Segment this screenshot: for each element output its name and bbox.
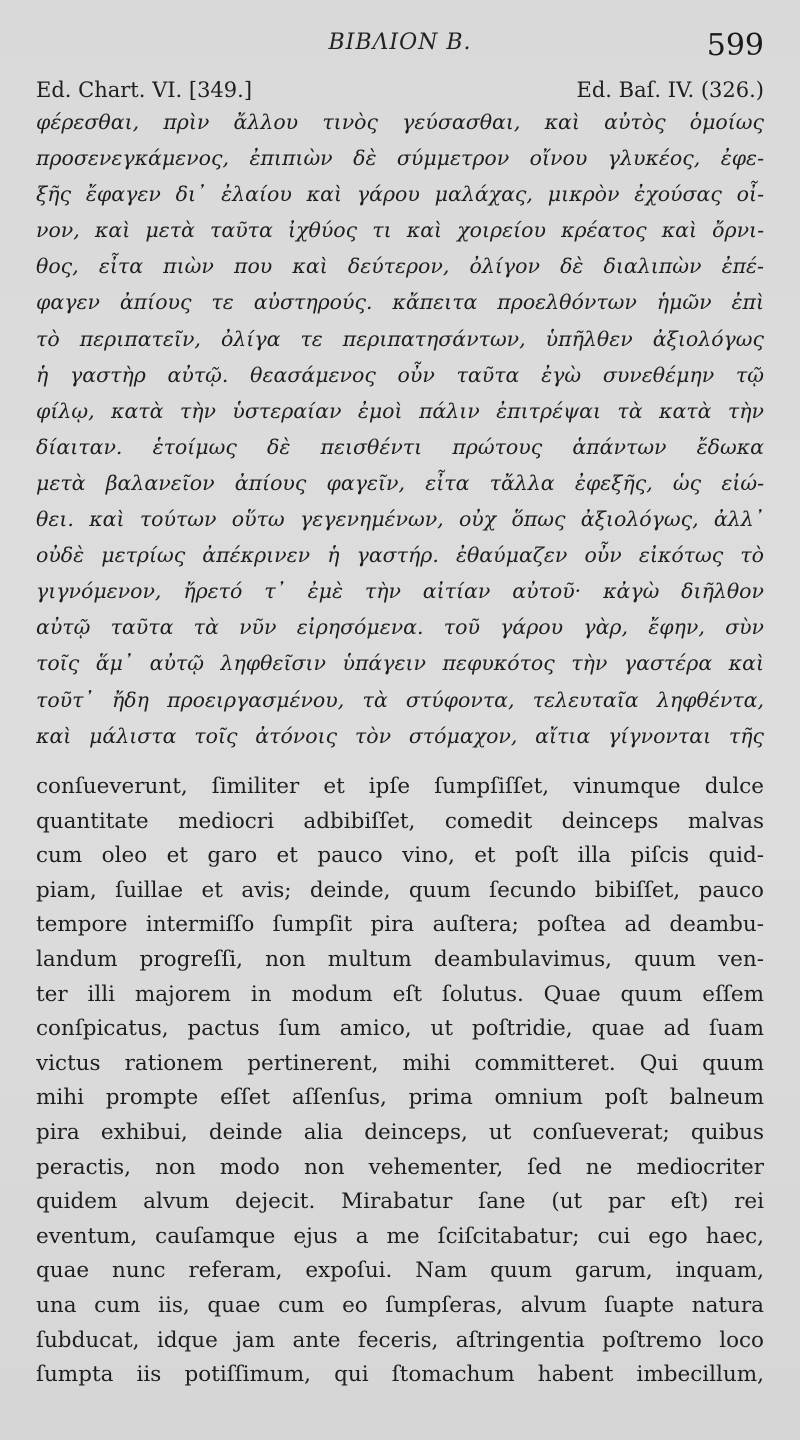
greek-line: φίλῳ, κατὰ τὴν ὑστεραίαν ἐμοὶ πάλιν ἐπιτρέψαι τὰ κατὰ τὴν — [36, 398, 764, 423]
greek-line: γιγνόμενον, ἤρετό τ᾽ ἐμὲ τὴν αἰτίαν αὐτοῦ· κἀγὼ διῆλθον — [36, 579, 764, 604]
edition-reference-left: Ed. Chart. VI. [349.] — [36, 78, 253, 102]
latin-line: piam, ſuillae et avis; deinde, quum ſecundo bibiſſet, pauco — [36, 877, 764, 903]
latin-line: quae nunc referam, expoſui. Nam quum garum, inquam, — [36, 1258, 764, 1284]
page-number: 599 — [706, 28, 764, 63]
latin-line: mihi prompte eſſet aſſenſus, prima omnium poſt balneum — [36, 1085, 764, 1111]
latin-line: victus rationem pertinerent, mihi committeret. Qui quum — [36, 1050, 764, 1076]
latin-line: cum oleo et garo et pauco vino, et poſt illa piſcis quid- — [36, 843, 764, 869]
latin-line: eventum, cauſamque ejus a me ſciſcitabatur; cui ego haec, — [36, 1223, 764, 1249]
latin-line: tempore intermiſſo ſumpſit pira auſtera; poſtea ad deambu- — [36, 912, 764, 938]
greek-line: θος, εἶτα πιὼν που καὶ δεύτερον, ὀλίγον δὲ διαλιπὼν ἐπέ- — [36, 254, 764, 279]
latin-line: landum progreſſi, non multum deambulavimus, quum ven- — [36, 946, 764, 972]
greek-text-block — [36, 104, 764, 754]
greek-line: ἡ γαστὴρ αὐτῷ. θεασάμενος οὖν ταῦτα ἐγὼ συνεθέμην τῷ — [36, 362, 764, 387]
greek-line: τοῖς ἅμ᾽ αὐτῷ ληφθεῖσιν ὑπάγειν πεφυκότος τὴν γαστέρα καὶ — [36, 651, 764, 676]
latin-line: quidem alvum dejecit. Mirabatur ſane (ut par eſt) rei — [36, 1189, 764, 1215]
latin-line: quantitate mediocri adbibiſſet, comedit deinceps malvas — [36, 808, 764, 834]
edition-reference-line — [36, 78, 764, 106]
latin-line: conſpicatus, pactus ſum amico, ut poſtridie, quae ad ſuam — [36, 1016, 764, 1042]
edition-reference-right: Ed. Baſ. IV. (326.) — [576, 78, 764, 102]
latin-line: ſumpta iis potiſſimum, qui ſtomachum habent imbecillum, — [36, 1362, 764, 1388]
greek-line: ξῆς ἔφαγεν δι᾽ ἐλαίου καὶ γάρου μαλάχας, μικρὸν ἐχούσας οἶ- — [36, 182, 764, 207]
latin-text-block — [36, 770, 764, 1393]
greek-line: φαγεν ἀπίους τε αὐστηρούς. κἄπειτα προελθόντων ἡμῶν ἐπὶ — [36, 290, 764, 315]
greek-line: τοῦτ᾽ ἤδη προειργασμένου, τὰ στύφοντα, τελευταῖα ληφθέντα, — [36, 687, 764, 712]
latin-line: pira exhibui, deinde alia deinceps, ut conſueverat; quibus — [36, 1119, 764, 1145]
latin-line: una cum iis, quae cum eo ſumpſeras, alvum ſuapte natura — [36, 1292, 764, 1318]
greek-line: καὶ μάλιστα τοῖς ἀτόνοις τὸν στόμαχον, αἴτια γίγνονται τῆς — [36, 723, 764, 748]
greek-line: δίαιταν. ἑτοίμως δὲ πεισθέντι πρώτους ἁπάντων ἔδωκα — [36, 434, 764, 459]
latin-line: peractis, non modo non vehementer, ſed ne mediocriter — [36, 1154, 764, 1180]
greek-line: νον, καὶ μετὰ ταῦτα ἰχθύος τι καὶ χοιρείου κρέατος καὶ ὄρνι- — [36, 218, 764, 243]
greek-line: θει. καὶ τούτων οὕτω γεγενημένων, οὐχ ὅπως ἀξιολόγως, ἀλλ᾽ — [36, 507, 764, 532]
latin-line: conſueverunt, ſimiliter et ipſe ſumpſiſſet, vinumque dulce — [36, 774, 764, 799]
latin-line: ter illi majorem in modum eſt ſolutus. Quae quum eſſem — [36, 981, 764, 1007]
greek-line: αὐτῷ ταῦτα τὰ νῦν εἰρησόμενα. τοῦ γάρου γὰρ, ἔφην, σὺν — [36, 615, 764, 640]
greek-line: μετὰ βαλανεῖον ἀπίους φαγεῖν, εἶτα τἄλλα ἐφεξῆς, ὡς εἰώ- — [36, 470, 764, 495]
running-title: BIBΛΙΟΝ B. — [328, 30, 472, 55]
latin-line: ſubducat, idque jam ante feceris, aſtringentia poſtremo loco — [36, 1327, 764, 1353]
greek-line: οὐδὲ μετρίως ἀπέκρινεν ἡ γαστήρ. ἐθαύμαζεν οὖν εἰκότως τὸ — [36, 543, 764, 568]
greek-line: τὸ περιπατεῖν, ὀλίγα τε περιπατησάντων, ὑπῆλθεν ἀξιολόγως — [36, 326, 764, 351]
greek-line: προσενεγκάμενος, ἐπιπιὼν δὲ σύμμετρον οἴνου γλυκέος, ἐφε- — [36, 146, 764, 171]
greek-line: φέρεσθαι, πρὶν ἄλλου τινὸς γεύσασθαι, καὶ αὐτὸς ὁμοίως — [36, 110, 764, 134]
